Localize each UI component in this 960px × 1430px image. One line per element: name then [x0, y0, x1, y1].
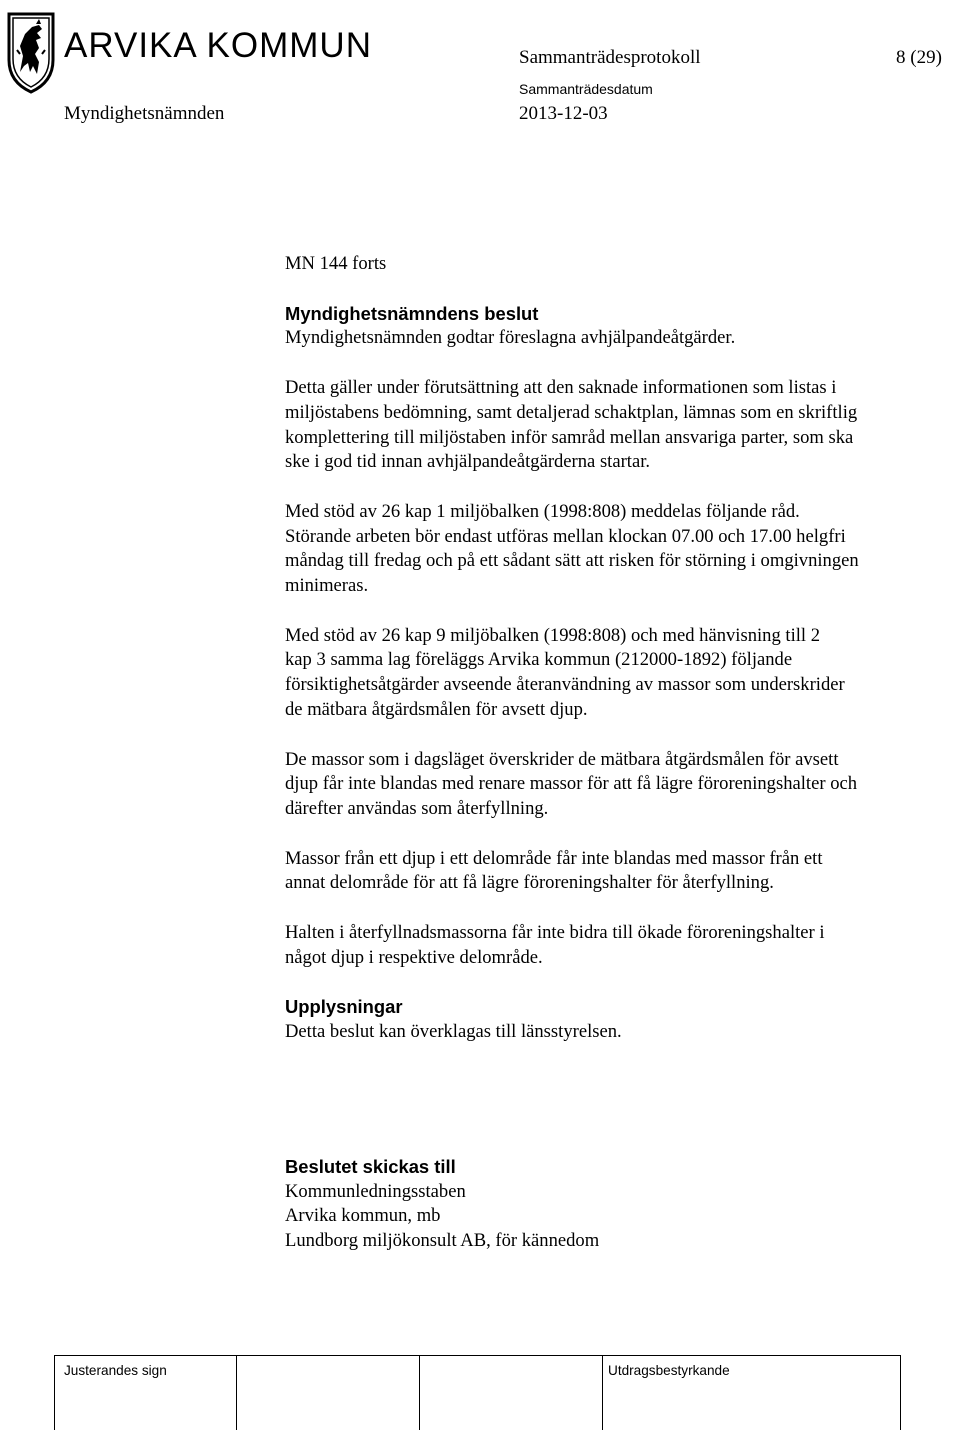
table-divider: [602, 1355, 603, 1430]
table-divider: [54, 1355, 55, 1430]
paragraph-line: Massor från ett djup i ett delområde får inte blandas med massor från ett: [285, 847, 823, 869]
brand-name: ARVIKA KOMMUN: [64, 26, 372, 65]
document-type: Sammanträdesprotokoll: [519, 47, 701, 68]
paragraph-line: de mätbara åtgärdsmålen för avsett djup.: [285, 698, 588, 720]
page-number: 8 (29): [896, 47, 942, 68]
paragraph-line: komplettering till miljöstaben inför samråd mellan ansvariga parter, som ska: [285, 426, 854, 448]
recipient: Kommunledningsstaben: [285, 1180, 466, 1202]
paragraph-line: De massor som i dagsläget överskrider de mätbara åtgärdsmålen för avsett: [285, 748, 839, 770]
paragraph-line: Detta gäller under förutsättning att den saknade informationen som listas i: [285, 377, 837, 399]
advice-paragraph: [285, 500, 953, 599]
paragraph-line: måndag till fredag och på ett sådant sätt att risken för störning i omgivningen: [285, 550, 859, 572]
table-divider: [419, 1355, 420, 1430]
mass-mixing-paragraph: [285, 748, 953, 822]
recipient: Lundborg miljökonsult AB, för kännedom: [285, 1229, 600, 1251]
appeal-information: Detta beslut kan överklagas till länsstyrelsen.: [285, 1021, 622, 1043]
meeting-date-label: Sammanträdesdatum: [519, 81, 653, 97]
extract-certification-label: Utdragsbestyrkande: [608, 1363, 730, 1378]
decision-text: Myndighetsnämnden godtar föreslagna avhjälpandeåtgärder.: [285, 327, 736, 349]
paragraph-line: något djup i respektive delområde.: [285, 946, 543, 968]
board-name: Myndighetsnämnden: [64, 103, 225, 124]
decision-heading: Myndighetsnämndens beslut: [285, 302, 539, 324]
paragraph-line: djup får inte blandas med renare massor för att få lägre föroreningshalter och: [285, 773, 858, 795]
paragraph-line: miljöstabens bedömning, samt detaljerad schaktplan, lämnas som en skriftlig: [285, 401, 858, 423]
backfill-paragraph: [285, 921, 953, 970]
distribution-heading: Beslutet skickas till: [285, 1155, 456, 1177]
signature-table: [54, 1355, 901, 1430]
injunction-paragraph: [285, 624, 953, 723]
paragraph-line: minimeras.: [285, 575, 369, 597]
recipient: Arvika kommun, mb: [285, 1205, 441, 1227]
table-divider: [236, 1355, 237, 1430]
table-top-border: [54, 1355, 901, 1356]
decision-conditions-paragraph: [285, 376, 953, 475]
municipal-coat-of-arms-icon: [6, 10, 56, 94]
meeting-date: 2013-12-03: [519, 103, 608, 124]
information-heading: Upplysningar: [285, 996, 403, 1018]
paragraph-line: ske i god tid innan avhjälpandeåtgärderna startar.: [285, 451, 651, 473]
paragraph-line: Med stöd av 26 kap 9 miljöbalken (1998:808) och med hänvisning till 2: [285, 624, 821, 646]
case-reference: MN 144 forts: [285, 253, 387, 274]
document-body: [285, 252, 953, 1254]
paragraph-line: försiktighetsåtgärder avseende återanvändning av massor som underskrider: [285, 674, 845, 696]
paragraph-line: Halten i återfyllnadsmassorna får inte bidra till ökade föroreningshalter i: [285, 922, 825, 944]
paragraph-line: därefter användas som återfyllning.: [285, 797, 549, 819]
table-divider: [900, 1355, 901, 1430]
paragraph-line: kap 3 samma lag föreläggs Arvika kommun (212000-1892) följande: [285, 649, 793, 671]
adjuster-sign-label: Justerandes sign: [64, 1363, 167, 1378]
paragraph-line: Med stöd av 26 kap 1 miljöbalken (1998:808) meddelas följande råd.: [285, 500, 800, 522]
subarea-paragraph: [285, 847, 953, 896]
paragraph-line: annat delområde för att få lägre föroreningshalter för återfyllning.: [285, 872, 774, 894]
recipient-list: [285, 1180, 953, 1254]
paragraph-line: Störande arbeten bör endast utföras mellan klockan 07.00 och 17.00 helgfri: [285, 525, 846, 547]
